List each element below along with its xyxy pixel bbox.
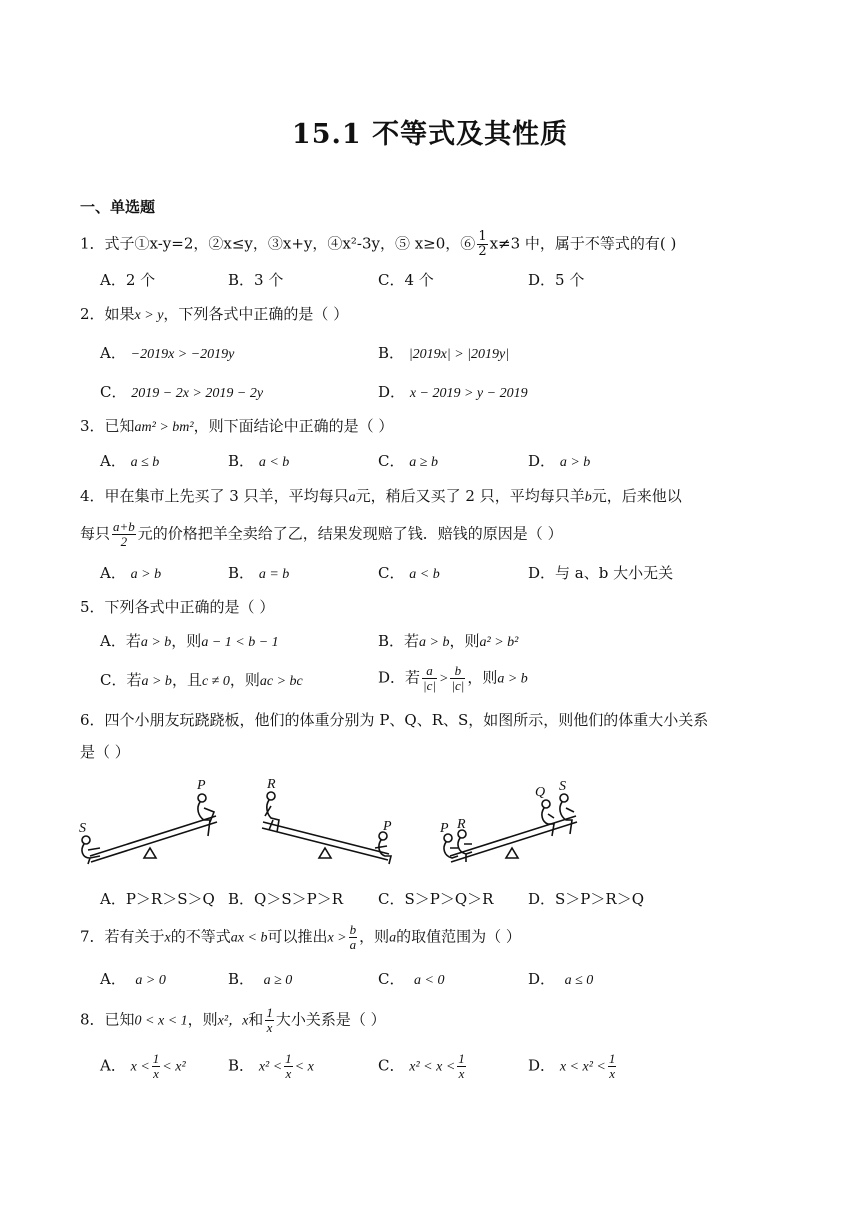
question-4-line-1 xyxy=(80,486,682,508)
q5-b-res: a² > b² xyxy=(479,635,519,650)
q2-option-a xyxy=(100,343,234,365)
question-2-stem xyxy=(80,304,348,326)
q3-stem-pre: 3．已知 xyxy=(80,417,135,435)
question-1-stem xyxy=(80,230,676,259)
q5-d-gt: > xyxy=(438,671,449,687)
q7-option-c-label: C． xyxy=(378,970,405,988)
q4-line1-c: 元，后来他以 xyxy=(591,487,682,505)
q3-option-a xyxy=(100,451,159,473)
q7-mid2: 可以推出 xyxy=(267,927,328,946)
seesaw-3-label-q: Q xyxy=(535,785,546,800)
q5-b-pre: B．若 xyxy=(378,632,420,650)
q7-option-b-label: B． xyxy=(228,970,255,988)
seesaw-3-fulcrum xyxy=(506,848,518,858)
person-s-figure-3 xyxy=(560,794,574,834)
q4-line1-a: 4．甲在集市上先买了 3 只羊，平均每只 xyxy=(80,487,349,505)
q8-option-d xyxy=(528,1052,618,1081)
page-title: 15.1 不等式及其性质 xyxy=(291,119,569,150)
seesaw-2-plank-bottom xyxy=(262,828,388,860)
q5-b-cond: a > b xyxy=(419,635,450,650)
q7-option-b-value: a ≥ 0 xyxy=(263,973,293,988)
q1-frac-num: 1 xyxy=(478,229,487,244)
q1-fraction xyxy=(477,230,487,259)
q4-option-b-label: B． xyxy=(228,564,255,582)
seesaw-3-label-r: R xyxy=(457,817,466,832)
q7-option-a xyxy=(100,969,166,991)
q5-d-frac1-den: |c| xyxy=(423,678,436,693)
q4-line1-b: 元，稍后又买了 2 只，平均每只羊 xyxy=(355,487,585,505)
seesaw-3-label-s: S xyxy=(559,779,566,794)
q8-b-fraction xyxy=(284,1052,293,1081)
seesaw-1-plank-top xyxy=(90,816,216,856)
seesaw-1-label-s: S xyxy=(79,821,86,836)
q4-frac-den: 2 xyxy=(120,534,128,549)
q8-fraction xyxy=(265,1006,274,1035)
q7-post: 的取值范围为（ ） xyxy=(396,927,521,946)
q7-option-a-value: a > 0 xyxy=(135,973,166,988)
q8-option-b-label: B． xyxy=(228,1056,255,1075)
q4-option-c-label: C． xyxy=(378,564,405,582)
q4-fraction xyxy=(112,520,136,549)
q8-post: 大小关系是（ ） xyxy=(275,1010,386,1029)
q8-option-b xyxy=(228,1052,314,1081)
q4-option-c xyxy=(378,563,440,585)
q8-condition: 0 < x < 1 xyxy=(134,1013,188,1029)
q7-frac-den: a xyxy=(349,937,357,952)
q8-a-right: < x² xyxy=(162,1059,186,1075)
q7-option-d-value: a ≤ 0 xyxy=(564,973,594,988)
q5-a-mid: ，则 xyxy=(171,632,202,650)
q5-c-mid1: ，且 xyxy=(171,671,202,689)
q2-stem-post: ，下列各式中正确的是（ ） xyxy=(163,305,349,323)
q5-d-frac2-den: |c| xyxy=(451,678,465,693)
q4-option-c-value: a < b xyxy=(409,567,440,582)
q8-a-frac-num: 1 xyxy=(152,1051,160,1066)
q1-option-b: B．3 个 xyxy=(228,271,284,289)
q5-d-res: a > b xyxy=(497,671,528,687)
q4-option-b-value: a = b xyxy=(258,567,290,582)
question-7-stem xyxy=(80,923,521,952)
q5-d-frac1-num: a xyxy=(422,664,437,679)
q8-a-left: x < xyxy=(130,1059,150,1075)
q8-b-left: x² < xyxy=(258,1059,283,1075)
seesaw-1-fulcrum xyxy=(144,848,156,858)
section-heading: 一、单选题 xyxy=(80,198,156,216)
q7-inequality: ax < b xyxy=(230,930,268,946)
q8-a-fraction xyxy=(152,1052,161,1081)
q4-option-a-label: A． xyxy=(100,564,126,582)
q4-line2-pre: 每只 xyxy=(80,524,111,543)
q8-d-frac-num: 1 xyxy=(608,1051,616,1066)
q4-option-d-label: D． xyxy=(528,564,556,582)
q5-c-mid2: ，则 xyxy=(229,671,260,689)
q1-frac-den: 2 xyxy=(478,244,487,259)
q3-option-b-value: a < b xyxy=(258,455,290,470)
person-p-figure-1 xyxy=(198,794,214,836)
q7-option-b xyxy=(228,969,292,991)
q8-c-fraction xyxy=(457,1052,466,1081)
q4-line2-post: 元的价格把羊全卖给了乙，结果发现赔了钱．赔钱的原因是（ ） xyxy=(137,524,563,543)
q2-option-d-value: x − 2019 > y − 2019 xyxy=(409,386,528,401)
question-6-line-1: 6．四个小朋友玩跷跷板，他们的体重分别为 P、Q、R、S，如图所示，则他们的体重大小关系 xyxy=(80,711,709,729)
q3-option-a-label: A． xyxy=(100,452,126,470)
q8-d-frac-den: x xyxy=(609,1066,615,1081)
q7-var-x: x xyxy=(164,930,171,946)
q4-option-a xyxy=(100,563,161,585)
q8-c-frac-num: 1 xyxy=(458,1051,465,1066)
seesaw-figure-1 xyxy=(76,776,226,868)
q4-option-b xyxy=(228,563,289,585)
q2-option-b-label: B． xyxy=(378,344,405,362)
seesaw-2-fulcrum xyxy=(319,848,331,858)
q5-option-d xyxy=(378,664,528,693)
q8-and: 和 xyxy=(248,1010,264,1029)
seesaw-2-label-p: P xyxy=(383,819,392,834)
q4-var-a: a xyxy=(348,490,356,505)
q8-option-a-label: A． xyxy=(100,1056,126,1075)
q8-d-fraction xyxy=(608,1052,617,1081)
q6-option-c: C．S＞P＞Q＞R xyxy=(378,890,494,908)
q3-stem-post: ，则下面结论中正确的是（ ） xyxy=(193,417,394,435)
q4-option-d-value: 与 a、b 大小无关 xyxy=(555,564,674,582)
q4-option-d xyxy=(528,563,673,583)
seesaw-3-label-p: P xyxy=(440,821,449,836)
q2-option-a-value: −2019x > −2019y xyxy=(130,347,235,362)
question-8-stem xyxy=(80,1006,386,1035)
q1-option-d: D．5 个 xyxy=(528,271,585,289)
q3-option-c xyxy=(378,451,438,473)
q7-option-d xyxy=(528,969,593,991)
q8-frac-num: 1 xyxy=(266,1005,273,1020)
q2-condition: x > y xyxy=(134,308,164,323)
q7-option-c xyxy=(378,969,444,991)
seesaw-1-label-p: P xyxy=(197,778,206,793)
question-6-line-2: 是（ ） xyxy=(80,743,130,761)
q8-frac-den: x xyxy=(266,1020,273,1035)
q8-c-left: x² < x < xyxy=(409,1059,456,1075)
q1-stem-pre: 1．式子①x-y=2，②x≤y，③x+y，④x²-3y，⑤ x≥0，⑥ xyxy=(80,234,476,253)
q5-d-mid: ，则 xyxy=(467,668,498,687)
seesaw-figure-3 xyxy=(436,776,586,868)
q8-option-c xyxy=(378,1052,468,1081)
q7-option-c-value: a < 0 xyxy=(414,973,445,988)
q2-option-b xyxy=(378,343,509,365)
q2-option-d xyxy=(378,382,528,404)
q3-option-b xyxy=(228,451,289,473)
q2-stem-pre: 2．如果 xyxy=(80,305,135,323)
q5-c-cond: a > b xyxy=(141,674,172,689)
q5-d-frac-1 xyxy=(422,664,437,693)
q8-b-frac-den: x xyxy=(285,1066,292,1081)
q3-option-c-label: C． xyxy=(378,452,405,470)
q8-pre: 8．已知 xyxy=(80,1010,135,1029)
q5-c-cond2: c ≠ 0 xyxy=(201,674,230,689)
q2-option-a-label: A． xyxy=(100,344,126,362)
q3-option-c-value: a ≥ b xyxy=(409,455,438,470)
q2-option-c xyxy=(100,382,263,404)
q8-d-left: x < x² < xyxy=(559,1059,606,1075)
q5-a-res: a − 1 < b − 1 xyxy=(201,635,279,650)
q5-a-cond: a > b xyxy=(140,635,172,650)
q5-b-mid: ，则 xyxy=(449,632,480,650)
q3-option-a-value: a ≤ b xyxy=(130,455,160,470)
q5-d-frac2-num: b xyxy=(450,664,465,679)
q2-option-d-label: D． xyxy=(378,383,406,401)
q3-option-d-value: a > b xyxy=(559,455,591,470)
q5-option-b xyxy=(378,631,518,653)
q6-option-b: B．Q＞S＞P＞R xyxy=(228,890,343,908)
q5-d-pre: D．若 xyxy=(378,668,421,687)
question-3-stem xyxy=(80,416,393,438)
q7-option-d-label: D． xyxy=(528,970,556,988)
q2-option-c-value: 2019 − 2x > 2019 − 2y xyxy=(131,386,264,401)
q7-pre: 7．若有关于 xyxy=(80,927,165,946)
q8-mid: ，则 xyxy=(187,1010,218,1029)
q3-option-b-label: B． xyxy=(228,452,255,470)
q1-stem-post: x≠3 中，属于不等式的有( ) xyxy=(489,234,677,253)
q7-var-a: a xyxy=(389,930,397,946)
seesaw-2-label-r: R xyxy=(267,777,276,792)
seesaw-figure-2 xyxy=(255,776,405,868)
question-4-line-2 xyxy=(80,520,563,549)
q5-option-a xyxy=(100,631,279,653)
question-5-stem: 5．下列各式中正确的是（ ） xyxy=(80,598,275,616)
q7-mid1: 的不等式 xyxy=(170,927,231,946)
q5-c-pre: C．若 xyxy=(100,671,142,689)
q4-frac-num: a+b xyxy=(113,519,135,534)
q7-fraction xyxy=(349,923,358,952)
q8-vars: x²，x xyxy=(217,1013,249,1029)
q7-option-a-label: A． xyxy=(100,970,126,988)
q5-a-pre: A．若 xyxy=(100,632,141,650)
q3-option-d-label: D． xyxy=(528,452,556,470)
q7-frac-num: b xyxy=(349,922,357,937)
q2-option-b-value: |2019x| > |2019y| xyxy=(408,347,510,362)
q1-option-c: C．4 个 xyxy=(378,271,434,289)
q7-result-pre: x > xyxy=(327,930,347,946)
q4-var-b: b xyxy=(584,490,592,505)
q3-option-d xyxy=(528,451,590,473)
q5-d-frac-2 xyxy=(450,664,465,693)
q8-a-frac-den: x xyxy=(153,1066,159,1081)
q5-option-c xyxy=(100,670,303,692)
q8-c-frac-den: x xyxy=(458,1066,465,1081)
q6-option-a: A．P＞R＞S＞Q xyxy=(100,890,215,908)
q8-option-c-label: C． xyxy=(378,1056,405,1075)
q7-mid3: ，则 xyxy=(359,927,390,946)
q3-condition: am² > bm² xyxy=(134,420,194,435)
q1-option-a: A．2 个 xyxy=(100,271,156,289)
q4-option-a-value: a > b xyxy=(130,567,162,582)
q2-option-c-label: C． xyxy=(100,383,127,401)
q5-c-res: ac > bc xyxy=(259,674,303,689)
q6-option-d: D．S＞P＞R＞Q xyxy=(528,890,644,908)
q8-b-right: < x xyxy=(294,1059,314,1075)
q8-option-d-label: D． xyxy=(528,1056,556,1075)
seesaw-3-plank-bottom xyxy=(451,822,577,862)
q8-option-a xyxy=(100,1052,186,1081)
q8-b-frac-num: 1 xyxy=(285,1051,292,1066)
